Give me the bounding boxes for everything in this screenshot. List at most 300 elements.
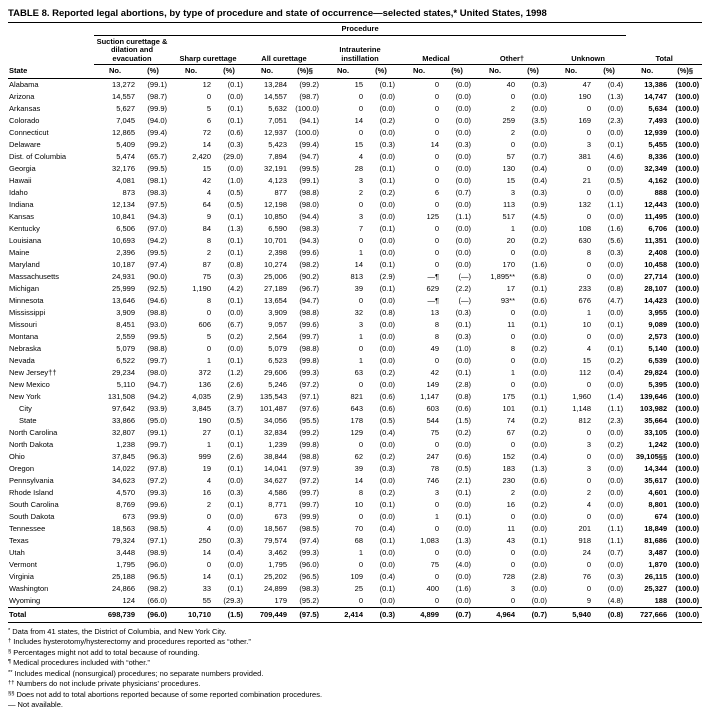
no-cell: 0: [510, 559, 515, 569]
pct-cell: (99.1): [147, 427, 167, 437]
state-cell: State: [19, 415, 37, 425]
pct-cell: (0.2): [607, 439, 624, 449]
pct-cell: (3.5): [531, 115, 547, 125]
column-header-no: No.: [474, 65, 516, 79]
column-group-header: Suction curettage & dilation and evacuation: [94, 35, 170, 65]
no-cell: 8,801: [648, 499, 668, 509]
pct-cell: (1.6): [455, 583, 471, 593]
no-cell: 0: [586, 211, 591, 221]
no-cell: 8: [206, 235, 211, 245]
no-cell: 544: [426, 415, 439, 425]
no-cell: 0: [358, 511, 363, 521]
no-cell: 999: [198, 451, 211, 461]
state-cell: Virginia: [9, 571, 34, 581]
pct-cell: (99.9): [147, 103, 167, 113]
no-cell: 29,234: [112, 367, 135, 377]
pct-cell: (97.1): [299, 391, 319, 401]
no-cell: 0: [510, 247, 515, 257]
no-cell: 0: [434, 175, 439, 185]
no-cell: 1: [206, 439, 211, 449]
no-cell: 25,188: [112, 571, 135, 581]
pct-cell: (0.1): [379, 535, 395, 545]
no-cell: 7,894: [268, 151, 287, 161]
table-row: [8, 199, 702, 211]
no-cell: 1,960: [572, 391, 591, 401]
no-cell: 10,274: [264, 259, 287, 269]
no-cell: 6,506: [116, 223, 135, 233]
footnote: [8, 679, 702, 690]
pct-cell: (0.0): [607, 499, 624, 509]
no-cell: 5,940: [550, 607, 592, 622]
no-cell: 75: [202, 271, 211, 281]
no-cell: 0: [510, 331, 515, 341]
no-cell: 10,850: [264, 211, 287, 221]
pct-cell: (98.3): [147, 187, 167, 197]
pct-cell: (0.0): [607, 511, 624, 521]
pct-cell: (0.0): [531, 307, 547, 317]
pct-cell: (98.8): [299, 307, 319, 317]
pct-cell: (5.6): [607, 235, 624, 245]
footnote-marker: §§: [8, 690, 15, 697]
pct-cell: (98.2): [147, 583, 167, 593]
column-group-header: All curettage: [246, 35, 322, 65]
pct-cell: (4.8): [607, 595, 624, 605]
pct-cell: (0.0): [379, 127, 395, 137]
no-cell: 27,714: [644, 271, 668, 281]
state-cell: Nevada: [9, 355, 35, 365]
column-header-pct: (%): [440, 65, 474, 79]
pct-cell: (4.2): [227, 283, 243, 293]
pct-cell: (97.5): [147, 199, 167, 209]
no-cell: 0: [586, 451, 591, 461]
state-cell: Arizona: [9, 91, 35, 101]
no-cell: 4,162: [648, 175, 668, 185]
table-row: [8, 523, 702, 535]
pct-cell: (0.0): [607, 331, 624, 341]
pct-cell: (0.0): [531, 367, 547, 377]
footnote: [8, 669, 702, 680]
pct-cell: (0.6): [531, 475, 547, 485]
pct-cell: (0.0): [379, 103, 395, 113]
state-cell: Idaho: [9, 187, 28, 197]
state-cell: South Carolina: [9, 499, 59, 509]
state-cell: Maryland: [9, 259, 40, 269]
pct-cell: (0.3): [227, 271, 243, 281]
state-cell: New York: [9, 391, 41, 401]
no-cell: 14,041: [264, 463, 287, 473]
pct-cell: (1.1): [607, 403, 624, 413]
pct-cell: (0.1): [379, 583, 395, 593]
pct-cell: (0.0): [531, 247, 547, 257]
pct-cell: (0.1): [455, 367, 471, 377]
no-cell: 11,495: [644, 211, 668, 221]
pct-cell: (0.0): [607, 475, 624, 485]
state-cell: Colorado: [9, 115, 40, 125]
pct-cell: (96.0): [299, 559, 319, 569]
pct-cell: (0.7): [440, 607, 474, 622]
no-cell: 10,710: [170, 607, 212, 622]
pct-cell: (100.0): [675, 247, 700, 257]
pct-cell: (100.0): [675, 559, 700, 569]
pct-cell: (0.0): [607, 271, 624, 281]
no-cell: 8: [358, 487, 363, 497]
pct-cell: (4.7): [607, 295, 624, 305]
no-cell: 12,939: [644, 127, 668, 137]
pct-cell: (99.3): [299, 367, 319, 377]
pct-cell: (100.0): [675, 151, 700, 161]
no-cell: 4,964: [474, 607, 516, 622]
pct-cell: (100.0): [675, 379, 700, 389]
pct-cell: (99.1): [299, 175, 319, 185]
no-cell: 37,845: [112, 451, 135, 461]
pct-cell: (95.5): [299, 415, 319, 425]
no-cell: 14: [202, 571, 211, 581]
pct-cell: (0.0): [227, 307, 243, 317]
no-cell: 25,327: [644, 583, 668, 593]
no-cell: 14: [202, 139, 211, 149]
column-header-pct: (%): [212, 65, 246, 79]
pct-cell: (100.0): [675, 523, 700, 533]
table-row: [8, 499, 702, 511]
pct-cell: (100.0): [675, 571, 700, 581]
pct-cell: (100.0): [675, 283, 700, 293]
table-row: [8, 295, 702, 307]
no-cell: 7,045: [116, 115, 135, 125]
no-cell: 0: [434, 247, 439, 257]
pct-cell: (0.0): [379, 295, 395, 305]
no-cell: 2: [586, 487, 591, 497]
no-cell: 2: [510, 103, 515, 113]
no-cell: 18,567: [264, 523, 287, 533]
no-cell: 3: [510, 583, 515, 593]
pct-cell: (0.1): [379, 175, 395, 185]
pct-cell: (0.0): [379, 235, 395, 245]
pct-cell: (0.1): [227, 235, 243, 245]
pct-cell: (99.5): [299, 163, 319, 173]
pct-cell: (0.6): [379, 391, 395, 401]
no-cell: 0: [586, 187, 591, 197]
table-row: [8, 475, 702, 487]
pct-cell: (0.7): [516, 607, 550, 622]
state-cell: Mississippi: [9, 307, 46, 317]
no-cell: 57: [506, 151, 515, 161]
no-cell: 8: [434, 319, 439, 329]
footnote-text: Percentages might not add to total because of rounding.: [13, 647, 200, 657]
pct-cell: (98.8): [299, 343, 319, 353]
no-cell: 190: [198, 415, 211, 425]
pct-cell: (96.7): [299, 283, 319, 293]
pct-cell: (0.0): [227, 559, 243, 569]
no-cell: 877: [274, 187, 287, 197]
table-row: [8, 427, 702, 439]
no-cell: 1: [358, 247, 363, 257]
footnote-text: Medical procedures included with “other.”: [13, 658, 150, 667]
no-cell: 3,845: [192, 403, 211, 413]
pct-cell: (100.0): [675, 79, 700, 89]
pct-cell: (100.0): [675, 139, 700, 149]
footnote: [8, 648, 702, 659]
no-cell: 0: [358, 91, 363, 101]
no-cell: 15: [506, 175, 515, 185]
no-cell: 0: [586, 127, 591, 137]
pct-cell: (95.2): [299, 595, 319, 605]
pct-cell: (0.3): [379, 139, 395, 149]
pct-cell: (94.7): [299, 295, 319, 305]
no-cell: 606: [198, 319, 211, 329]
no-cell: 4,035: [192, 391, 211, 401]
no-cell: 0: [434, 127, 439, 137]
pct-cell: (0.0): [379, 559, 395, 569]
pct-cell: (0.0): [455, 247, 471, 257]
no-cell: 15: [354, 139, 363, 149]
no-cell: 13,654: [264, 295, 287, 305]
state-cell: Total: [8, 607, 94, 622]
no-cell: 130: [502, 163, 515, 173]
pct-cell: (1.3): [531, 463, 547, 473]
pct-cell: (100.0): [675, 271, 700, 281]
pct-cell: (0.7): [531, 151, 547, 161]
pct-cell: (94.0): [147, 115, 167, 125]
table-row: [8, 583, 702, 595]
pct-cell: (0.4): [531, 163, 547, 173]
state-cell: Kansas: [9, 211, 35, 221]
no-cell: 11,351: [644, 235, 668, 245]
no-cell: 0: [434, 355, 439, 365]
pct-cell: (0.3): [227, 139, 243, 149]
pct-cell: (0.0): [379, 151, 395, 161]
no-cell: 0: [586, 583, 591, 593]
no-cell: 9,089: [648, 319, 668, 329]
pct-cell: (1.4): [607, 391, 624, 401]
footnote: [8, 658, 702, 669]
no-cell: 64: [202, 199, 211, 209]
no-cell: 0: [510, 307, 515, 317]
pct-cell: (0.1): [379, 499, 395, 509]
pct-cell: (0.0): [455, 571, 471, 581]
state-cell: Vermont: [9, 559, 37, 569]
column-header-no: No.: [94, 65, 136, 79]
no-cell: 4,081: [116, 175, 135, 185]
no-cell: 1,795: [268, 559, 287, 569]
no-cell: 33,866: [112, 415, 135, 425]
footnote-text: Includes hysterotomy/hysterectomy and procedures reported as “other.”: [13, 637, 251, 646]
pct-cell: (100.0): [668, 607, 702, 622]
pct-cell: (0.0): [455, 103, 471, 113]
pct-cell: (0.1): [607, 343, 624, 353]
pct-cell: (6.8): [531, 271, 547, 281]
no-cell: 149: [426, 379, 439, 389]
pct-cell: (0.3): [607, 247, 624, 257]
pct-cell: (0.0): [379, 319, 395, 329]
no-cell: 39: [354, 283, 363, 293]
no-cell: 32,834: [264, 427, 287, 437]
pct-cell: (0.2): [227, 331, 243, 341]
no-cell: 12,865: [112, 127, 135, 137]
no-cell: 125: [426, 211, 439, 221]
no-cell: 630: [578, 235, 591, 245]
no-cell: 3,955: [648, 307, 668, 317]
pct-cell: (0.0): [379, 439, 395, 449]
pct-cell: (3.7): [227, 403, 243, 413]
no-cell: 68: [354, 535, 363, 545]
pct-cell: (2.9): [227, 391, 243, 401]
pct-cell: (2.8): [531, 571, 547, 581]
table-row: [8, 223, 702, 235]
no-cell: 0: [206, 511, 211, 521]
pct-cell: (0.0): [531, 583, 547, 593]
pct-cell: (0.0): [607, 259, 624, 269]
state-cell: Connecticut: [9, 127, 49, 137]
no-cell: 18,849: [644, 523, 668, 533]
state-cell: Washington: [9, 583, 49, 593]
no-cell: 813: [350, 271, 363, 281]
no-cell: 2,408: [648, 247, 668, 257]
pct-cell: (0.1): [455, 511, 471, 521]
pct-cell: (100.0): [675, 535, 700, 545]
pct-cell: (0.3): [227, 535, 243, 545]
header-procedure: Procedure: [94, 23, 626, 36]
pct-cell: (100.0): [675, 475, 700, 485]
no-cell: 19: [202, 463, 211, 473]
no-cell: 55: [202, 595, 211, 605]
no-cell: 1,190: [192, 283, 211, 293]
pct-cell: (100.0): [675, 583, 700, 593]
no-cell: 3: [586, 463, 591, 473]
pct-cell: (—): [458, 295, 471, 305]
pct-cell: (0.0): [607, 127, 624, 137]
pct-cell: (1.1): [607, 535, 624, 545]
pct-cell: (0.0): [455, 175, 471, 185]
pct-cell: (97.9): [299, 463, 319, 473]
pct-cell: (0.0): [379, 343, 395, 353]
no-cell: 101: [502, 403, 515, 413]
no-cell: 673: [122, 511, 135, 521]
pct-cell: (100.0): [675, 259, 700, 269]
pct-cell: (96.0): [136, 607, 170, 622]
pct-cell: (0.0): [379, 475, 395, 485]
no-cell: 5,079: [268, 343, 287, 353]
pct-cell: (97.4): [147, 259, 167, 269]
no-cell: 8,336: [648, 151, 668, 161]
no-cell: 74: [506, 415, 515, 425]
pct-cell: (99.2): [299, 79, 319, 89]
no-cell: 201: [578, 523, 591, 533]
no-cell: 0: [434, 439, 439, 449]
no-cell: 47: [582, 79, 591, 89]
table-title: TABLE 8. Reported legal abortions, by type of procedure and state of occurrence—selected states,* United States, 1998: [8, 8, 547, 19]
no-cell: 2,564: [268, 331, 287, 341]
pct-cell: (0.0): [531, 439, 547, 449]
no-cell: 93**: [500, 295, 515, 305]
pct-cell: (0.1): [227, 355, 243, 365]
table-row: [8, 271, 702, 283]
state-cell: New Mexico: [9, 379, 50, 389]
no-cell: 5,627: [116, 103, 135, 113]
no-cell: 13,272: [112, 79, 135, 89]
no-cell: 8: [206, 295, 211, 305]
state-cell: Utah: [9, 547, 25, 557]
pct-cell: (0.0): [455, 91, 471, 101]
state-cell: Pennsylvania: [9, 475, 54, 485]
pct-cell: (0.0): [531, 559, 547, 569]
no-cell: 9: [586, 595, 591, 605]
no-cell: 0: [586, 559, 591, 569]
pct-cell: (0.1): [531, 403, 547, 413]
footnote-text: Numbers do not include private physicians’ procedures.: [16, 679, 201, 688]
state-cell: Delaware: [9, 139, 41, 149]
no-cell: 24,866: [112, 583, 135, 593]
no-cell: 38,844: [264, 451, 287, 461]
pct-cell: (0.1): [227, 463, 243, 473]
no-cell: 3,448: [116, 547, 135, 557]
no-cell: 1,242: [648, 439, 668, 449]
table-row: [8, 367, 702, 379]
no-cell: 14,747: [644, 91, 668, 101]
pct-cell: (6.7): [227, 319, 243, 329]
no-cell: 1: [586, 307, 591, 317]
pct-cell: (0.3): [455, 307, 471, 317]
no-cell: 1: [510, 223, 515, 233]
no-cell: 11: [507, 319, 515, 329]
pct-cell: (99.2): [299, 427, 319, 437]
pct-cell: (0.3): [455, 331, 471, 341]
no-cell: 0: [358, 295, 363, 305]
no-cell: 8,451: [116, 319, 135, 329]
pct-cell: (1.0): [455, 343, 471, 353]
column-header-pct: (%): [592, 65, 626, 79]
pct-cell: (0.2): [379, 115, 395, 125]
state-cell: Maine: [9, 247, 30, 257]
pct-cell: (0.5): [455, 463, 471, 473]
no-cell: 0: [206, 307, 211, 317]
no-cell: 0: [434, 259, 439, 269]
pct-cell: (0.1): [227, 499, 243, 509]
no-cell: 918: [578, 535, 591, 545]
pct-cell: (2.3): [607, 415, 624, 425]
no-cell: 2: [510, 127, 515, 137]
no-cell: 0: [510, 439, 515, 449]
no-cell: 21: [582, 175, 591, 185]
pct-cell: (0.2): [379, 487, 395, 497]
pct-cell: (0.0): [607, 103, 624, 113]
no-cell: 35,617: [644, 475, 668, 485]
no-cell: 40: [506, 79, 515, 89]
pct-cell: (0.1): [227, 439, 243, 449]
no-cell: 14: [354, 475, 363, 485]
pct-cell: (97.2): [299, 379, 319, 389]
footnote-marker: **: [8, 669, 13, 676]
pct-cell: (0.2): [531, 343, 547, 353]
no-cell: 0: [434, 499, 439, 509]
no-cell: 13: [430, 307, 439, 317]
no-cell: 79,324: [112, 535, 135, 545]
pct-cell: (0.0): [531, 523, 547, 533]
pct-cell: (0.0): [455, 115, 471, 125]
no-cell: 0: [206, 91, 211, 101]
pct-cell: (99.9): [299, 511, 319, 521]
no-cell: 8: [586, 247, 591, 257]
pct-cell: (0.0): [607, 211, 624, 221]
pct-cell: (0.1): [227, 211, 243, 221]
no-cell: 727,666: [626, 607, 668, 622]
pct-cell: (94.2): [147, 391, 167, 401]
no-cell: 4: [206, 475, 211, 485]
no-cell: 136: [198, 379, 211, 389]
state-cell: Minnesota: [9, 295, 44, 305]
no-cell: 101,487: [259, 403, 287, 413]
no-cell: 12,443: [644, 199, 668, 209]
no-cell: 24: [582, 547, 591, 557]
